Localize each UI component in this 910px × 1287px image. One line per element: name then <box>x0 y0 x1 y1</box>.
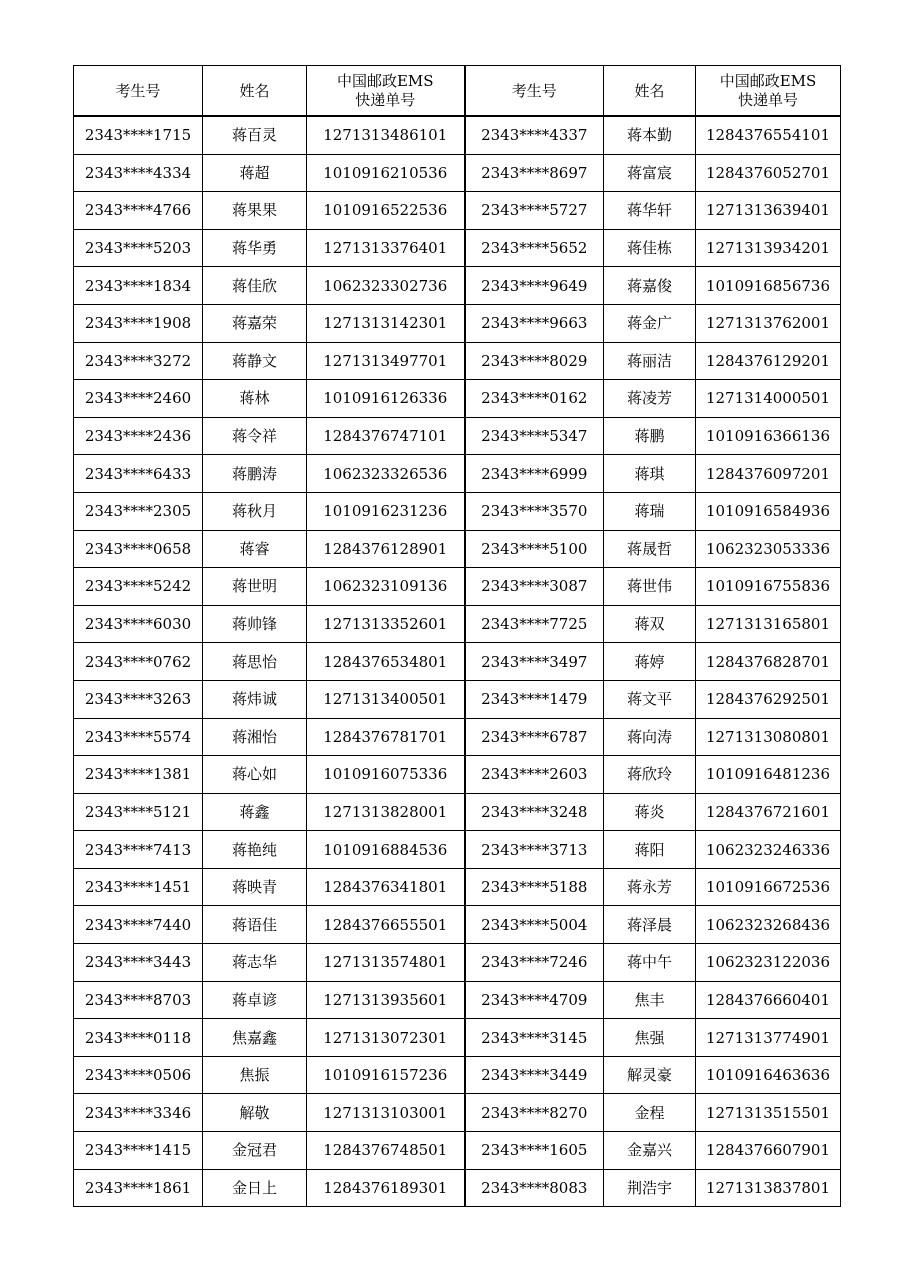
exam-id-cell: 2343****5203 <box>74 229 203 267</box>
table-row <box>74 116 841 154</box>
name-cell: 焦嘉鑫 <box>203 1019 307 1057</box>
name-cell: 焦丰 <box>604 981 696 1019</box>
exam-id-cell: 2343****1861 <box>74 1169 203 1207</box>
name-cell: 蒋令祥 <box>203 417 307 455</box>
table-row <box>74 1132 841 1170</box>
exam-id-cell: 2343****7413 <box>74 831 203 869</box>
exam-id-cell: 2343****2305 <box>74 492 203 530</box>
exam-id-cell: 2343****3346 <box>74 1094 203 1132</box>
name-cell: 金嘉兴 <box>604 1132 696 1170</box>
ems-number-cell: 1284376554101 <box>696 116 841 154</box>
ems-number-cell: 1284376189301 <box>307 1169 465 1207</box>
name-cell: 蒋婷 <box>604 643 696 681</box>
ems-number-cell: 1271313497701 <box>307 342 465 380</box>
exam-id-cell: 2343****5727 <box>465 192 604 230</box>
ems-number-cell: 1010916522536 <box>307 192 465 230</box>
name-cell: 蒋炜诚 <box>203 680 307 718</box>
ems-number-cell: 1062323246336 <box>696 831 841 869</box>
ems-number-cell: 1010916481236 <box>696 756 841 794</box>
name-cell: 蒋本勤 <box>604 116 696 154</box>
ems-number-cell: 1284376129201 <box>696 342 841 380</box>
exam-id-cell: 2343****6787 <box>465 718 604 756</box>
ems-number-cell: 1010916672536 <box>696 868 841 906</box>
table-row <box>74 380 841 418</box>
exam-id-cell: 2343****4334 <box>74 154 203 192</box>
ems-number-cell: 1271313352601 <box>307 605 465 643</box>
table-row <box>74 1019 841 1057</box>
ems-number-cell: 1284376721601 <box>696 793 841 831</box>
exam-id-cell: 2343****1415 <box>74 1132 203 1170</box>
ems-number-cell: 1010916584936 <box>696 492 841 530</box>
table-row <box>74 1094 841 1132</box>
name-cell: 蒋佳欣 <box>203 267 307 305</box>
exam-id-cell: 2343****2603 <box>465 756 604 794</box>
name-cell: 蒋丽洁 <box>604 342 696 380</box>
ems-number-cell: 1062323053336 <box>696 530 841 568</box>
table-row <box>74 568 841 606</box>
name-cell: 蒋艳纯 <box>203 831 307 869</box>
exam-id-cell: 2343****7246 <box>465 944 604 982</box>
ems-number-cell: 1271313072301 <box>307 1019 465 1057</box>
name-cell: 蒋鑫 <box>203 793 307 831</box>
name-cell: 荆浩宇 <box>604 1169 696 1207</box>
exam-id-cell: 2343****1451 <box>74 868 203 906</box>
table-row <box>74 530 841 568</box>
name-cell: 蒋炎 <box>604 793 696 831</box>
name-cell: 蒋林 <box>203 380 307 418</box>
name-cell: 焦振 <box>203 1056 307 1094</box>
table-row <box>74 342 841 380</box>
name-cell: 蒋瑞 <box>604 492 696 530</box>
table-row <box>74 680 841 718</box>
name-cell: 蒋金广 <box>604 304 696 342</box>
name-cell: 蒋卓谚 <box>203 981 307 1019</box>
exam-id-cell: 2343****0762 <box>74 643 203 681</box>
table-row <box>74 868 841 906</box>
name-cell: 蒋双 <box>604 605 696 643</box>
ems-number-cell: 1271313837801 <box>696 1169 841 1207</box>
header-ems-line1: 中国邮政EMS <box>719 71 817 90</box>
exam-id-cell: 2343****1715 <box>74 116 203 154</box>
exam-id-cell: 2343****4766 <box>74 192 203 230</box>
table-row <box>74 643 841 681</box>
ems-number-cell: 1271313080801 <box>696 718 841 756</box>
exam-id-cell: 2343****1381 <box>74 756 203 794</box>
ems-number-cell: 1284376660401 <box>696 981 841 1019</box>
header-ems-right <box>696 66 841 117</box>
ems-number-cell: 1284376747101 <box>307 417 465 455</box>
exam-id-cell: 2343****3570 <box>465 492 604 530</box>
name-cell: 蒋映青 <box>203 868 307 906</box>
name-cell: 蒋鹏 <box>604 417 696 455</box>
name-cell: 蒋富宸 <box>604 154 696 192</box>
ems-number-cell: 1062323268436 <box>696 906 841 944</box>
table-row <box>74 492 841 530</box>
exam-id-cell: 2343****1908 <box>74 304 203 342</box>
name-cell: 解敬 <box>203 1094 307 1132</box>
header-row <box>74 66 841 117</box>
exam-id-cell: 2343****1605 <box>465 1132 604 1170</box>
ems-number-cell: 1284376128901 <box>307 530 465 568</box>
exam-id-cell: 2343****5100 <box>465 530 604 568</box>
ems-number-cell: 1010916463636 <box>696 1056 841 1094</box>
ems-number-cell: 1271313639401 <box>696 192 841 230</box>
name-cell: 蒋果果 <box>203 192 307 230</box>
ems-number-cell: 1010916884536 <box>307 831 465 869</box>
ems-number-cell: 1271313934201 <box>696 229 841 267</box>
table-row <box>74 1056 841 1094</box>
header-name-left: 姓名 <box>203 66 307 117</box>
ems-number-cell: 1284376655501 <box>307 906 465 944</box>
ems-number-cell: 1271313774901 <box>696 1019 841 1057</box>
ems-number-cell: 1010916231236 <box>307 492 465 530</box>
table-body <box>74 116 841 1207</box>
exam-id-cell: 2343****7725 <box>465 605 604 643</box>
ems-number-cell: 1284376607901 <box>696 1132 841 1170</box>
ems-number-cell: 1062323302736 <box>307 267 465 305</box>
table-row <box>74 756 841 794</box>
table-header <box>74 66 841 117</box>
table-row <box>74 793 841 831</box>
name-cell: 蒋鹏涛 <box>203 455 307 493</box>
header-name-right: 姓名 <box>604 66 696 117</box>
name-cell: 蒋帅锋 <box>203 605 307 643</box>
ems-number-cell: 1271313376401 <box>307 229 465 267</box>
name-cell: 蒋中午 <box>604 944 696 982</box>
exam-id-cell: 2343****3248 <box>465 793 604 831</box>
ems-number-cell: 1271313935601 <box>307 981 465 1019</box>
exam-id-cell: 2343****1479 <box>465 680 604 718</box>
name-cell: 蒋向涛 <box>604 718 696 756</box>
ems-number-cell: 1271313142301 <box>307 304 465 342</box>
ems-number-cell: 1284376748501 <box>307 1132 465 1170</box>
exam-id-cell: 2343****2460 <box>74 380 203 418</box>
name-cell: 金程 <box>604 1094 696 1132</box>
table-row <box>74 229 841 267</box>
name-cell: 蒋嘉荣 <box>203 304 307 342</box>
name-cell: 蒋阳 <box>604 831 696 869</box>
name-cell: 蒋志华 <box>203 944 307 982</box>
ems-number-cell: 1062323109136 <box>307 568 465 606</box>
ems-number-cell: 1284376052701 <box>696 154 841 192</box>
header-exam-id-right: 考生号 <box>465 66 604 117</box>
name-cell: 蒋嘉俊 <box>604 267 696 305</box>
name-cell: 蒋静文 <box>203 342 307 380</box>
exam-id-cell: 2343****5652 <box>465 229 604 267</box>
header-ems-line1: 中国邮政EMS <box>336 71 434 90</box>
exam-id-cell: 2343****8703 <box>74 981 203 1019</box>
ems-number-cell: 1010916366136 <box>696 417 841 455</box>
name-cell: 蒋泽晨 <box>604 906 696 944</box>
exam-id-cell: 2343****3272 <box>74 342 203 380</box>
ems-number-cell: 1010916157236 <box>307 1056 465 1094</box>
exam-id-cell: 2343****3145 <box>465 1019 604 1057</box>
name-cell: 蒋秋月 <box>203 492 307 530</box>
ems-number-cell: 1271313400501 <box>307 680 465 718</box>
ems-number-cell: 1271313762001 <box>696 304 841 342</box>
ems-number-cell: 1271313165801 <box>696 605 841 643</box>
ems-number-cell: 1284376097201 <box>696 455 841 493</box>
ems-number-cell: 1271313103001 <box>307 1094 465 1132</box>
ems-tracking-table <box>73 65 841 1207</box>
exam-id-cell: 2343****6030 <box>74 605 203 643</box>
ems-number-cell: 1010916856736 <box>696 267 841 305</box>
table-row <box>74 718 841 756</box>
name-cell: 蒋文平 <box>604 680 696 718</box>
table-row <box>74 605 841 643</box>
table-row <box>74 267 841 305</box>
name-cell: 焦强 <box>604 1019 696 1057</box>
exam-id-cell: 2343****0118 <box>74 1019 203 1057</box>
table-row <box>74 831 841 869</box>
name-cell: 蒋凌芳 <box>604 380 696 418</box>
exam-id-cell: 2343****8270 <box>465 1094 604 1132</box>
ems-number-cell: 1271313515501 <box>696 1094 841 1132</box>
exam-id-cell: 2343****3713 <box>465 831 604 869</box>
header-exam-id-left: 考生号 <box>74 66 203 117</box>
name-cell: 解灵豪 <box>604 1056 696 1094</box>
exam-id-cell: 2343****3443 <box>74 944 203 982</box>
name-cell: 金日上 <box>203 1169 307 1207</box>
exam-id-cell: 2343****3263 <box>74 680 203 718</box>
ems-number-cell: 1010916075336 <box>307 756 465 794</box>
ems-number-cell: 1271313486101 <box>307 116 465 154</box>
exam-id-cell: 2343****5242 <box>74 568 203 606</box>
ems-number-cell: 1010916210536 <box>307 154 465 192</box>
ems-number-cell: 1271313828001 <box>307 793 465 831</box>
name-cell: 蒋佳栋 <box>604 229 696 267</box>
table-row <box>74 154 841 192</box>
exam-id-cell: 2343****9649 <box>465 267 604 305</box>
exam-id-cell: 2343****9663 <box>465 304 604 342</box>
name-cell: 蒋世明 <box>203 568 307 606</box>
name-cell: 蒋华轩 <box>604 192 696 230</box>
table-row <box>74 304 841 342</box>
name-cell: 蒋百灵 <box>203 116 307 154</box>
exam-id-cell: 2343****5574 <box>74 718 203 756</box>
name-cell: 蒋睿 <box>203 530 307 568</box>
exam-id-cell: 2343****0162 <box>465 380 604 418</box>
exam-id-cell: 2343****8083 <box>465 1169 604 1207</box>
ems-number-cell: 1284376341801 <box>307 868 465 906</box>
ems-number-cell: 1010916755836 <box>696 568 841 606</box>
ems-number-cell: 1284376292501 <box>696 680 841 718</box>
ems-number-cell: 1271313574801 <box>307 944 465 982</box>
exam-id-cell: 2343****5004 <box>465 906 604 944</box>
header-ems-line2: 快递单号 <box>737 90 798 109</box>
table-row <box>74 1169 841 1207</box>
exam-id-cell: 2343****2436 <box>74 417 203 455</box>
name-cell: 蒋世伟 <box>604 568 696 606</box>
exam-id-cell: 2343****6999 <box>465 455 604 493</box>
exam-id-cell: 2343****3087 <box>465 568 604 606</box>
table-row <box>74 981 841 1019</box>
exam-id-cell: 2343****0506 <box>74 1056 203 1094</box>
name-cell: 蒋湘怡 <box>203 718 307 756</box>
exam-id-cell: 2343****6433 <box>74 455 203 493</box>
name-cell: 蒋华勇 <box>203 229 307 267</box>
exam-id-cell: 2343****5121 <box>74 793 203 831</box>
name-cell: 蒋琪 <box>604 455 696 493</box>
exam-id-cell: 2343****7440 <box>74 906 203 944</box>
ems-number-cell: 1271314000501 <box>696 380 841 418</box>
ems-number-cell: 1062323326536 <box>307 455 465 493</box>
name-cell: 蒋心如 <box>203 756 307 794</box>
table-row <box>74 906 841 944</box>
table-row <box>74 944 841 982</box>
exam-id-cell: 2343****4337 <box>465 116 604 154</box>
exam-id-cell: 2343****8029 <box>465 342 604 380</box>
ems-number-cell: 1010916126336 <box>307 380 465 418</box>
name-cell: 金冠君 <box>203 1132 307 1170</box>
header-ems-line2: 快递单号 <box>355 90 416 109</box>
exam-id-cell: 2343****4709 <box>465 981 604 1019</box>
name-cell: 蒋欣玲 <box>604 756 696 794</box>
exam-id-cell: 2343****5188 <box>465 868 604 906</box>
ems-number-cell: 1062323122036 <box>696 944 841 982</box>
exam-id-cell: 2343****8697 <box>465 154 604 192</box>
exam-id-cell: 2343****5347 <box>465 417 604 455</box>
exam-id-cell: 2343****3449 <box>465 1056 604 1094</box>
name-cell: 蒋晟哲 <box>604 530 696 568</box>
name-cell: 蒋超 <box>203 154 307 192</box>
table-row <box>74 417 841 455</box>
name-cell: 蒋永芳 <box>604 868 696 906</box>
ems-number-cell: 1284376828701 <box>696 643 841 681</box>
exam-id-cell: 2343****1834 <box>74 267 203 305</box>
table-row <box>74 455 841 493</box>
name-cell: 蒋思怡 <box>203 643 307 681</box>
ems-number-cell: 1284376534801 <box>307 643 465 681</box>
header-ems-left <box>307 66 465 117</box>
table-row <box>74 192 841 230</box>
name-cell: 蒋语佳 <box>203 906 307 944</box>
exam-id-cell: 2343****0658 <box>74 530 203 568</box>
exam-id-cell: 2343****3497 <box>465 643 604 681</box>
ems-number-cell: 1284376781701 <box>307 718 465 756</box>
